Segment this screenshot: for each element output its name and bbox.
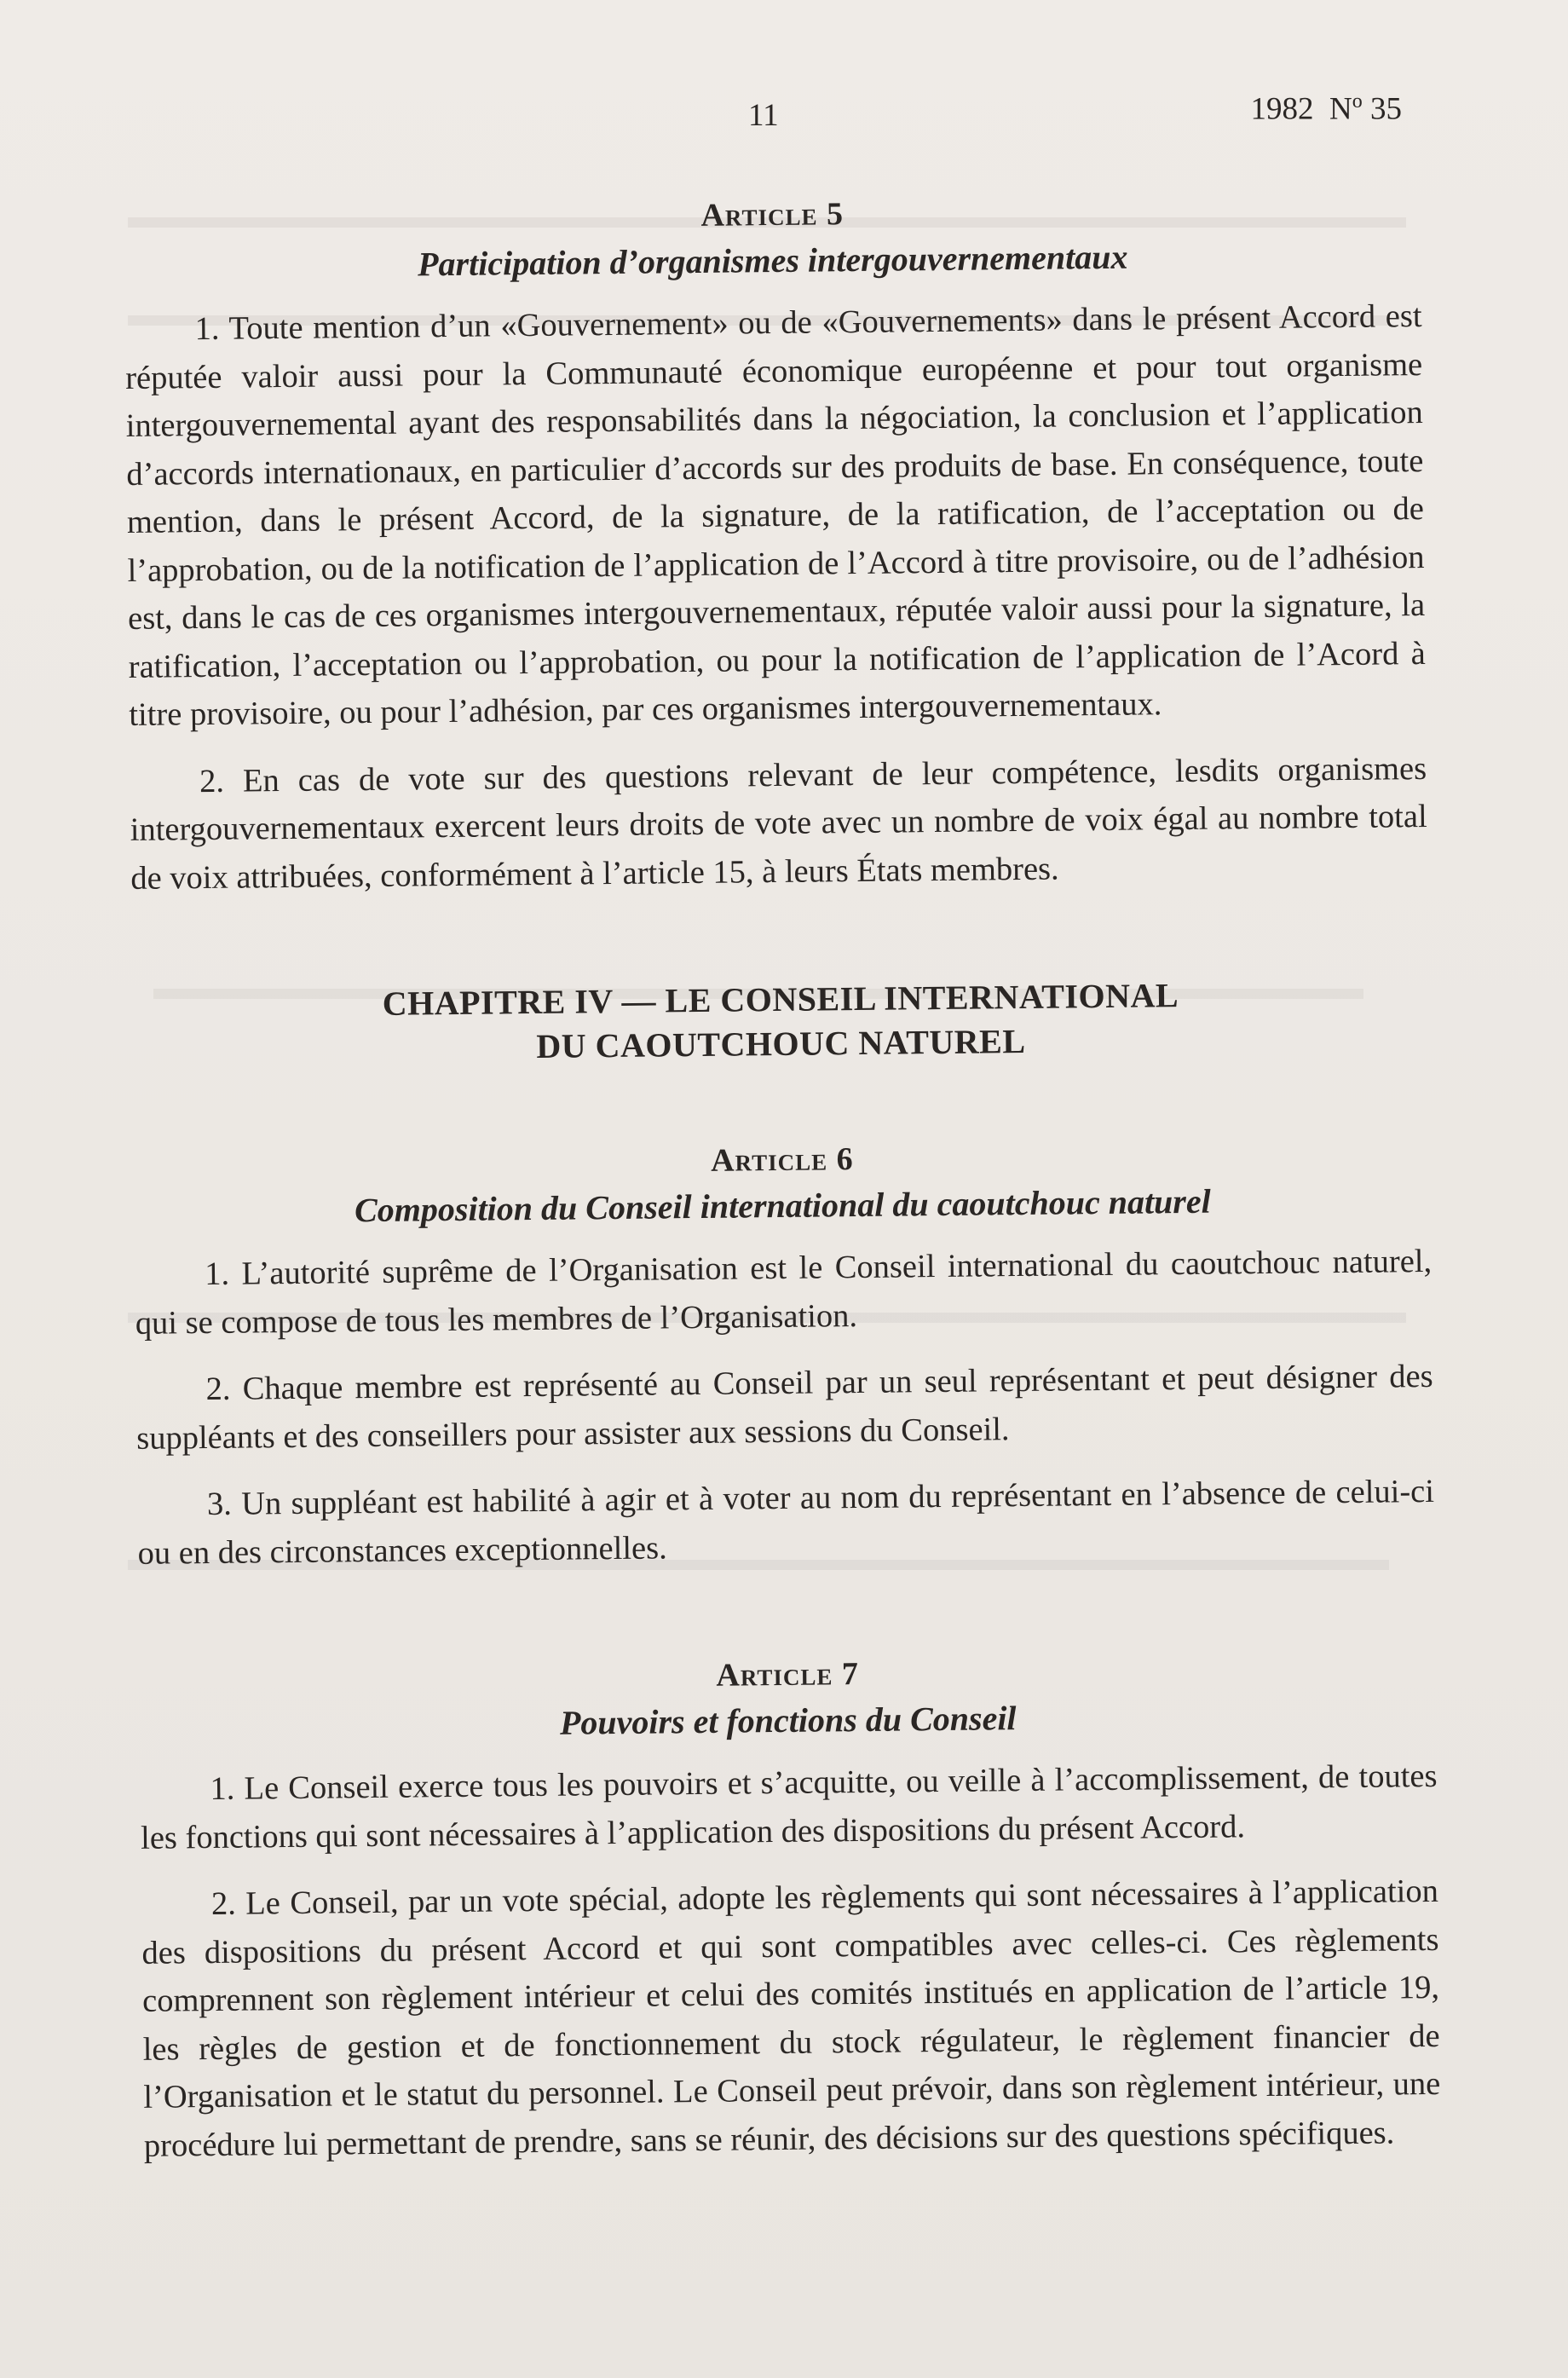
article-6-paragraph-3: 3. Un suppléant est habilité à agir et à voter au nom du représentant en l’absence de celui-ci ou en des circonstances exceptionnelles. [137, 1473, 1435, 1572]
journal-year: 1982 [1250, 91, 1314, 127]
chapter-4-title [132, 971, 1430, 1073]
page-header [0, 85, 1568, 136]
page-content [124, 189, 1441, 2189]
article-6-paragraph-2: 2. Chaque membre est représenté au Conseil par un seul représentant et peut désigner des suppléants et des conseillers pour assister aux sessions du Conseil. [136, 1358, 1433, 1457]
page-number: 11 [748, 98, 779, 133]
article-7-paragraph-2: 2. Le Conseil, par un vote spécial, adopte les règlements qui sont nécessaires à l’application des dispositions du présent Accord et qui sont compatibles avec celles-ci. Ces règlements comprennent son règlement intérieur et celui des comités institués en application de l’article 19, les règles de gestion et de fonctionnement du stock régulateur, le règlement financier de l’Organisation et le statut du personnel. Le Conseil peut prévoir, dans son règlement intérieur, une procédure lui permettant de prendre, sans se réunir, des décisions sur des questions spécifiques. [141, 1873, 1441, 2164]
article-7 [139, 1649, 1441, 2170]
article-7-title: Article 7 [716, 1656, 860, 1694]
article-5-subtitle: Participation d’organismes intergouvernementaux [417, 237, 1128, 284]
chapter-4-title-line-2: DU CAOUTCHOUC NATUREL [536, 1021, 1026, 1065]
article-5-title: Article 5 [700, 196, 845, 234]
article-6 [134, 1134, 1435, 1578]
article-7-paragraph-1: 1. Le Conseil exerce tous les pouvoirs et s’acquitte, ou veille à l’accomplissement, de toutes les fonctions qui sont nécessaires à l’application des dispositions du présent Accord. [140, 1758, 1438, 1856]
journal-reference [1251, 90, 1402, 127]
article-5-paragraph-2: 2. En cas de vote sur des questions relevant de leur compétence, lesdits organismes intergouvernementaux exercent leurs droits de vote avec un nombre de voix égal au nombre total de voix attribuées, conformément à l’article 15, à leurs États membres. [130, 750, 1427, 897]
journal-number-superscript: o [1352, 90, 1363, 113]
article-7-subtitle: Pouvoirs et fonctions du Conseil [559, 1699, 1017, 1742]
journal-number-value: 35 [1370, 91, 1402, 127]
journal-number-label: N [1329, 91, 1352, 127]
article-5 [124, 189, 1428, 903]
chapter-4-title-line-1: CHAPITRE IV — LE CONSEIL INTERNATIONAL [382, 976, 1179, 1023]
article-6-title: Article 6 [710, 1141, 854, 1179]
article-6-subtitle: Composition du Conseil international du caoutchouc naturel [354, 1181, 1211, 1230]
article-5-paragraph-1: 1. Toute mention d’un «Gouvernement» ou de «Gouvernements» dans le présent Accord est réputée valoir aussi pour la Communauté économique européenne et pour tout organisme intergouvernemental ayant des responsabilités dans la négociation, la conclusion et l’application d’accords internationaux, en particulier d’accords sur des produits de base. En conséquence, toute mention, dans le présent Accord, de la signature, de la ratification, de l’acceptation ou de l’approbation, ou de la notification de l’application de l’Accord à titre provisoire, ou de l’adhésion est, dans le cas de ces organismes intergouvernementaux, réputée valoir aussi pour la signature, la ratification, l’acceptation ou l’approbation, ou pour la notification de l’application de l’Acord à titre provisoire, ou pour l’adhésion, par ces organismes intergouvernementaux. [124, 298, 1426, 733]
article-6-paragraph-1: 1. L’autorité suprême de l’Organisation est le Conseil international du caoutchouc naturel, qui se compose de tous les membres de l’Organisation. [135, 1243, 1433, 1342]
